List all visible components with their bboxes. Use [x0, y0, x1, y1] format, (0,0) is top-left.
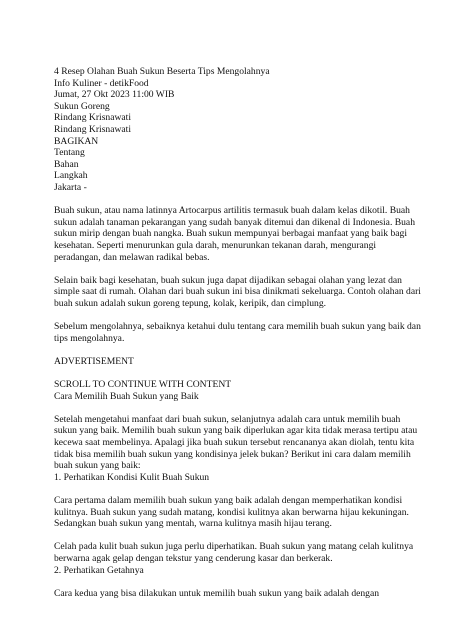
section-heading: Cara Memilih Buah Sukun yang Baik — [54, 390, 199, 402]
share-label: BAGIKAN — [54, 135, 99, 147]
list-heading-2: 2. Perhatikan Getahnya — [54, 564, 144, 576]
article-title: 4 Resep Olahan Buah Sukun Beserta Tips Mengolahnya — [54, 66, 270, 77]
paragraph: Setelah mengetahui manfaat dari buah sukun, selanjutnya adalah cara untuk memilih buah sukun yang baik. Memilih buah sukun yang baik diperlukan agar kita tidak merasa tertipu atau kecewa saat membelinya. Apalagi jika buah sukun tersebut rencananya akan diolah, tentu kita tidak bisa memilih buah sukun yang kondisinya jelek bukan? Berikut ini cara dalam memilih buah sukun yang baik: — [54, 413, 418, 472]
section-link-bahan: Bahan — [54, 158, 79, 170]
paragraph: Selain baik bagi kesehatan, buah sukun juga dapat dijadikan sebagai olahan yang lezat dan simple saat di rumah. Olahan dari buah sukun ini bisa dinikmati sekeluarga. Contoh olahan dari buah sukun adalah sukun goreng tepung, kolak, keripik, dan cimplung. — [54, 274, 421, 309]
advertisement-label: ADVERTISEMENT — [54, 355, 134, 367]
paragraph: Cara kedua yang bisa dilakukan untuk memilih buah sukun yang baik adalah dengan — [54, 587, 380, 599]
scroll-notice: SCROLL TO CONTINUE WITH CONTENT — [54, 379, 232, 391]
paragraph: Buah sukun, atau nama latinnya Artocarpus artilitis termasuk buah dalam kelas dikotil. Buah sukun adalah tanaman pekarangan yang sudah banyak ditemui dan dikenal di Indonesia. Buah sukun mirip dengan buah nangka. Buah sukun mempunyai berbagai manfaat yang baik bagi kesehatan. Seperti menurunkan gula darah, menurunkan tekanan darah, mengurangi peradangan, dan melawan radikal bebas. — [54, 205, 415, 263]
section-link-tentang: Tentang — [54, 147, 85, 159]
paragraph: Cara pertama dalam memilih buah sukun yang baik adalah dengan memperhatikan kondisi kulitnya. Buah sukun yang sudah matang, kondisi kulitnya akan berwarna hijau kekuningan. Sedangkan buah sukun yang mentah, warna kulitnya masih hijau terang. — [54, 494, 409, 530]
paragraph: Sebelum mengolahnya, sebaiknya ketahui dulu tentang cara memilih buah sukun yang baik dan tips mengolahnya. — [54, 321, 421, 344]
article-tag: Sukun Goreng — [54, 100, 110, 112]
article-source: Info Kuliner - detikFood — [54, 77, 149, 89]
article-author-repeat: Rindang Krisnawati — [54, 123, 132, 135]
paragraph: Celah pada kulit buah sukun juga perlu diperhatikan. Buah sukun yang matang celah kulitnya berwarna agak gelap dengan tekstur yang cenderung kasar dan berkerak. — [54, 541, 414, 564]
list-heading-1: 1. Perhatikan Kondisi Kulit Buah Sukun — [54, 471, 210, 483]
dateline: Jakarta - — [54, 181, 87, 193]
article-date: Jumat, 27 Okt 2023 11:00 WIB — [54, 89, 175, 101]
article-author: Rindang Krisnawati — [54, 112, 132, 124]
section-link-langkah: Langkah — [54, 170, 88, 182]
